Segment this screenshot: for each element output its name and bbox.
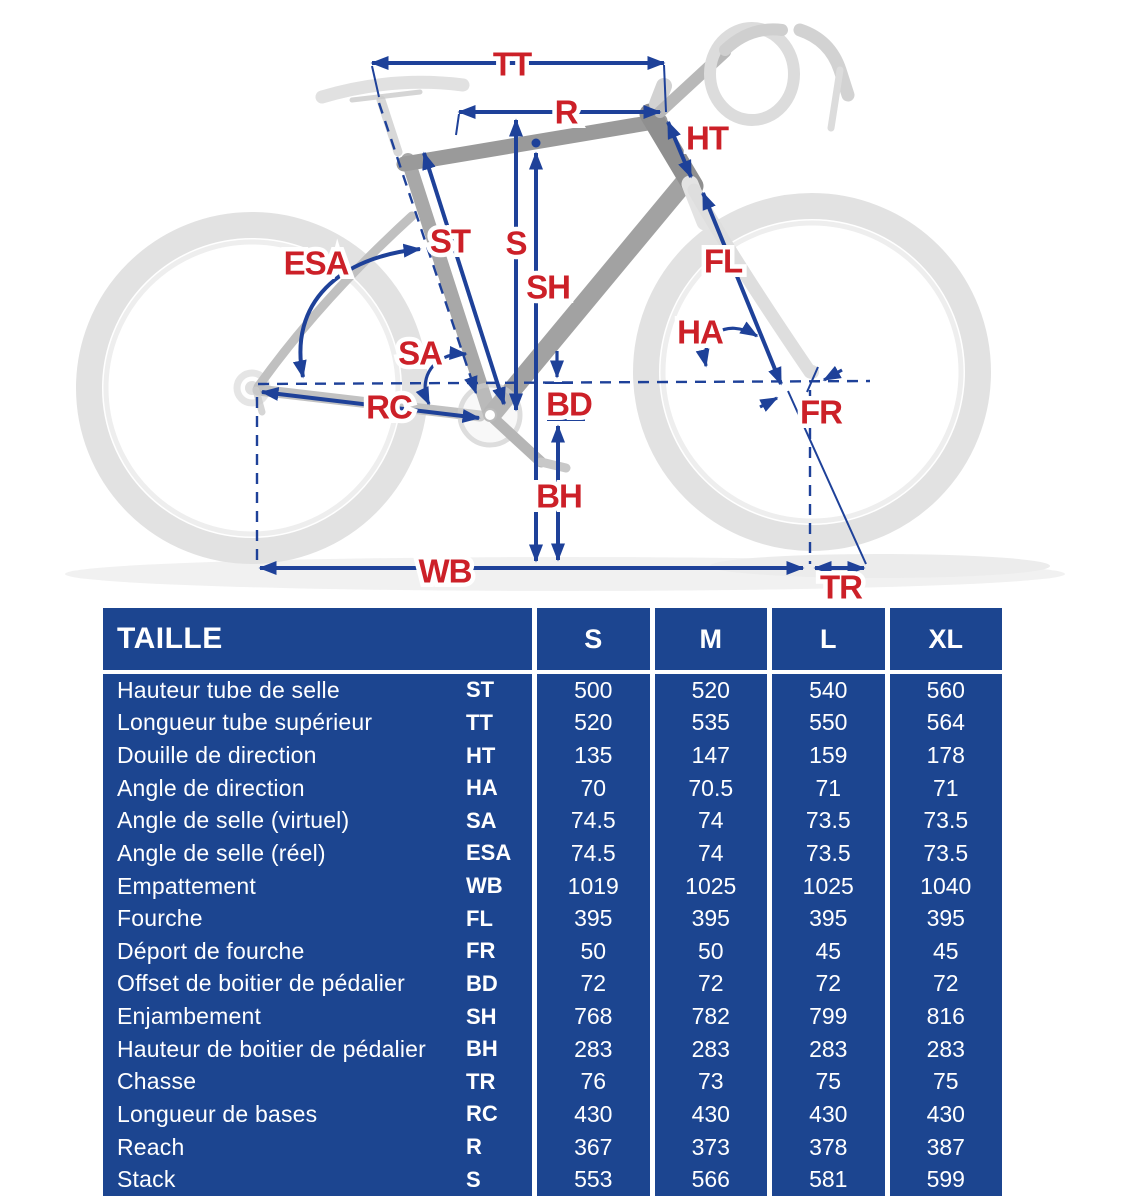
- row-value-m: 535: [650, 707, 768, 740]
- row-value-m: 147: [650, 739, 768, 772]
- row-value-xl: 73.5: [885, 805, 1003, 838]
- row-code: ESA: [466, 840, 512, 866]
- table-row-tt: [103, 707, 1002, 740]
- row-value-l: 73.5: [767, 837, 885, 870]
- row-value-xl: 599: [885, 1163, 1003, 1196]
- row-code: RC: [466, 1101, 498, 1127]
- table-row-wb: [103, 870, 1002, 903]
- table-row-rc: [103, 1098, 1002, 1131]
- dimension-label-fl: FL: [703, 242, 743, 280]
- row-label: Déport de fourche: [117, 937, 305, 964]
- row-value-xl: 387: [885, 1131, 1003, 1164]
- r-corner-tick: [456, 114, 459, 135]
- dimension-label-bh: BH: [536, 477, 582, 515]
- row-value-s: 70: [532, 772, 650, 805]
- row-value-xl: 178: [885, 739, 1003, 772]
- geometry-table-body: [103, 674, 1002, 1196]
- row-label: Angle de direction: [117, 774, 305, 801]
- table-row-ht: [103, 739, 1002, 772]
- table-row-s: [103, 1163, 1002, 1196]
- row-value-l: 1025: [767, 870, 885, 903]
- row-value-s: 768: [532, 1000, 650, 1033]
- row-value-l: 799: [767, 1000, 885, 1033]
- dimension-label-tt: TT: [492, 45, 532, 83]
- fr-arrow-right: [824, 370, 842, 380]
- size-header-l: L: [767, 608, 885, 670]
- row-value-s: 430: [532, 1098, 650, 1131]
- row-value-s: 500: [532, 674, 650, 707]
- table-row-bd: [103, 968, 1002, 1001]
- row-value-s: 395: [532, 902, 650, 935]
- row-label: Douille de direction: [117, 742, 317, 769]
- table-row-st: [103, 674, 1002, 707]
- row-value-xl: 395: [885, 902, 1003, 935]
- row-value-l: 581: [767, 1163, 885, 1196]
- row-value-m: 782: [650, 1000, 768, 1033]
- row-value-xl: 564: [885, 707, 1003, 740]
- row-label: Offset de boitier de pédalier: [117, 970, 405, 997]
- row-value-l: 73.5: [767, 805, 885, 838]
- row-value-m: 1025: [650, 870, 768, 903]
- row-value-l: 430: [767, 1098, 885, 1131]
- row-value-s: 135: [532, 739, 650, 772]
- row-code: FR: [466, 938, 496, 964]
- row-code: SA: [466, 807, 497, 833]
- row-value-l: 540: [767, 674, 885, 707]
- table-row-sa: [103, 805, 1002, 838]
- row-value-s: 1019: [532, 870, 650, 903]
- row-value-l: 75: [767, 1066, 885, 1099]
- row-label: Empattement: [117, 872, 256, 899]
- dimension-label-fr: FR: [800, 393, 842, 431]
- row-value-xl: 72: [885, 968, 1003, 1001]
- row-code: TR: [466, 1068, 496, 1094]
- row-code: HT: [466, 742, 496, 768]
- row-value-m: 74: [650, 805, 768, 838]
- row-code: SH: [466, 1003, 497, 1029]
- row-value-s: 553: [532, 1163, 650, 1196]
- row-value-s: 50: [532, 935, 650, 968]
- row-value-m: 395: [650, 902, 768, 935]
- row-code: FL: [466, 905, 493, 931]
- row-label: Longueur tube supérieur: [117, 709, 373, 736]
- dimension-label-esa: ESA: [283, 244, 349, 282]
- brake-lever: [831, 70, 840, 128]
- row-code: BH: [466, 1036, 498, 1062]
- row-value-xl: 75: [885, 1066, 1003, 1099]
- row-label: Enjambement: [117, 1003, 262, 1030]
- row-value-xl: 430: [885, 1098, 1003, 1131]
- dimension-label-rc: RC: [366, 388, 412, 426]
- seat-post: [381, 100, 398, 152]
- dimension-label-tr: TR: [820, 568, 862, 604]
- dimension-label-sh: SH: [526, 268, 570, 306]
- row-value-xl: 71: [885, 772, 1003, 805]
- row-value-s: 74.5: [532, 837, 650, 870]
- row-value-m: 72: [650, 968, 768, 1001]
- dimension-label-bd: BD: [546, 385, 592, 423]
- row-code: BD: [466, 970, 498, 996]
- row-code: S: [466, 1166, 481, 1192]
- row-value-xl: 816: [885, 1000, 1003, 1033]
- row-value-s: 283: [532, 1033, 650, 1066]
- row-code: HA: [466, 775, 498, 801]
- row-value-xl: 560: [885, 674, 1003, 707]
- geometry-table-header: [103, 608, 1002, 674]
- row-value-s: 72: [532, 968, 650, 1001]
- table-row-r: [103, 1131, 1002, 1164]
- dimension-label-st: ST: [429, 222, 471, 260]
- size-header-m: M: [650, 608, 768, 670]
- table-row-tr: [103, 1066, 1002, 1099]
- row-value-l: 71: [767, 772, 885, 805]
- row-value-m: 73: [650, 1066, 768, 1099]
- row-label: Reach: [117, 1133, 185, 1160]
- row-value-m: 283: [650, 1033, 768, 1066]
- table-row-sh: [103, 1000, 1002, 1033]
- table-row-ha: [103, 772, 1002, 805]
- row-label: Fourche: [117, 905, 203, 932]
- table-title: TAILLE: [117, 622, 223, 655]
- table-row-bh: [103, 1033, 1002, 1066]
- row-value-m: 430: [650, 1098, 768, 1131]
- row-value-xl: 283: [885, 1033, 1003, 1066]
- row-value-m: 566: [650, 1163, 768, 1196]
- row-label: Angle de selle (réel): [117, 839, 326, 866]
- row-value-xl: 73.5: [885, 837, 1003, 870]
- row-code: ST: [466, 677, 495, 703]
- table-row-fr: [103, 935, 1002, 968]
- fr-arrow-left: [760, 398, 777, 407]
- row-label: Hauteur de boitier de pédalier: [117, 1035, 427, 1062]
- row-value-m: 74: [650, 837, 768, 870]
- row-label: Stack: [117, 1166, 176, 1193]
- row-label: Longueur de bases: [117, 1100, 318, 1127]
- dimension-label-wb: WB: [418, 552, 472, 590]
- dimension-label-ht: HT: [686, 119, 728, 157]
- row-value-m: 520: [650, 674, 768, 707]
- pedal: [541, 462, 566, 468]
- row-value-m: 70.5: [650, 772, 768, 805]
- row-value-l: 159: [767, 739, 885, 772]
- size-header-xl: XL: [885, 608, 1003, 670]
- row-label: Chasse: [117, 1068, 197, 1095]
- row-value-l: 283: [767, 1033, 885, 1066]
- row-value-l: 72: [767, 968, 885, 1001]
- size-header-s: S: [532, 608, 650, 670]
- row-value-xl: 45: [885, 935, 1003, 968]
- row-code: TT: [466, 709, 493, 735]
- handlebar-drop: [710, 28, 794, 120]
- sh-top-tube-dot: [532, 139, 541, 148]
- bb-axle: [484, 409, 496, 421]
- row-value-l: 550: [767, 707, 885, 740]
- dimension-label-ha: HA: [677, 313, 723, 351]
- row-value-l: 378: [767, 1131, 885, 1164]
- geometry-table: [103, 608, 1002, 1196]
- row-value-s: 74.5: [532, 805, 650, 838]
- row-code: WB: [466, 873, 503, 899]
- row-value-s: 367: [532, 1131, 650, 1164]
- row-value-xl: 1040: [885, 870, 1003, 903]
- row-code: R: [466, 1134, 482, 1160]
- row-value-m: 50: [650, 935, 768, 968]
- dimension-label-sa: SA: [398, 334, 442, 372]
- row-value-l: 45: [767, 935, 885, 968]
- row-value-l: 395: [767, 902, 885, 935]
- row-label: Hauteur tube de selle: [117, 676, 340, 703]
- row-label: Angle de selle (virtuel): [117, 807, 350, 834]
- row-value-s: 76: [532, 1066, 650, 1099]
- table-row-fl: [103, 902, 1002, 935]
- table-row-esa: [103, 837, 1002, 870]
- row-value-m: 373: [650, 1131, 768, 1164]
- dimension-label-r: R: [554, 93, 578, 131]
- dimension-label-s: S: [505, 224, 527, 262]
- row-value-s: 520: [532, 707, 650, 740]
